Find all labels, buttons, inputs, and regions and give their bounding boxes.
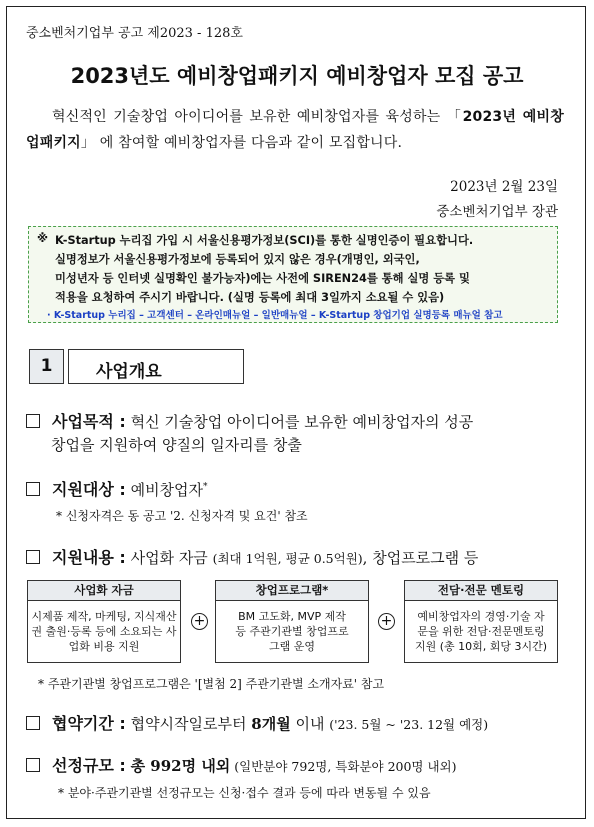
period-tail: 이내 <box>290 715 330 733</box>
checkbox-icon <box>26 716 40 730</box>
card-body-funding: 시제품 제작, 마케팅, 지식재산권 출원·등록 등에 소요되는 사업화 비용 지원 <box>27 601 181 663</box>
page-title: 2023년도 예비창업패키지 예비창업자 모집 공고 <box>70 64 524 88</box>
section-number: 1 <box>29 349 64 384</box>
intro-program-name: 2023년 예비창업패키지 <box>26 109 564 151</box>
notice-line-2: 실명정보가 서울신용평가정보에 등록되어 있지 않은 경우(개명인, 외국인, <box>55 253 420 266</box>
notice-line-4: 적용을 요청하여 주시기 바랍니다. (실명 등록에 최대 3일까지 소요될 수 있음) <box>55 291 445 304</box>
content-tail: , 창업프로그램 등 <box>362 549 479 567</box>
card-body-mentoring: 예비창업자의 경영·기술 자문을 위한 전담·전문멘토링 지원 (총 10회, 회당 3시간) <box>404 601 558 663</box>
card-body-program: BM 고도화, MVP 제작 등 주관기관별 창업프로그램 운영 <box>215 601 369 663</box>
period-text: 협약시작일로부터 <box>130 715 252 733</box>
notice-line-3: 미성년자 등 인터넷 실명확인 불가능자)에는 사전에 SIREN24를 통해 실명 등록 및 <box>55 272 470 285</box>
plus-icon: + <box>378 613 395 630</box>
period-months: 8개월 <box>251 715 291 733</box>
checkbox-icon <box>26 414 40 428</box>
card-title-program: 창업프로그램* <box>215 580 369 601</box>
item-purpose <box>26 409 473 432</box>
scale-note: * 분야·주관기관별 선정규모는 신청·접수 결과 등에 따라 변동될 수 있음 <box>58 786 431 800</box>
notice-box <box>28 226 558 323</box>
card-title-funding: 사업화 자금 <box>27 580 181 601</box>
note-mark: ※ <box>37 232 48 245</box>
notice-date: 2023년 2월 23일 <box>450 179 558 195</box>
purpose-text-2: 창업을 지원하여 양질의 일자리를 창출 <box>51 436 302 454</box>
scale-total: 총 992명 내외 <box>130 757 231 775</box>
content-text: 사업화 자금 <box>130 549 213 567</box>
purpose-text-1: 혁신 기술창업 아이디어를 보유한 예비창업자의 성공 <box>130 413 474 431</box>
intro-text-1: 혁신적인 기술창업 아이디어를 보유한 예비창업자를 육성하는 「 <box>52 109 463 125</box>
intro-text-2: 」 에 참여할 예비창업자를 다음과 같이 모집합니다. <box>80 135 403 151</box>
issuer: 중소벤처기업부 장관 <box>436 204 558 220</box>
notice-number: 중소벤처기업부 공고 제2023 - 128호 <box>26 26 243 41</box>
target-text: 예비창업자 <box>130 481 204 499</box>
item-content <box>26 545 478 568</box>
scale-label: 선정규모 : <box>52 756 126 775</box>
section-title: 사업개요 <box>96 362 162 382</box>
target-note: * 신청자격은 동 공고 '2. 신청자격 및 요건' 참조 <box>56 509 308 523</box>
plus-icon: + <box>191 613 208 630</box>
item-period <box>26 711 488 734</box>
checkbox-icon <box>26 550 40 564</box>
program-note: * 주관기관별 창업프로그램은 '[별첨 2] 주관기관별 소개자료' 참고 <box>38 677 385 691</box>
target-label: 지원대상 : <box>52 480 126 499</box>
period-schedule: ('23. 5월 ~ '23. 12월 예정) <box>329 717 489 732</box>
content-label: 지원내용 : <box>52 548 126 567</box>
purpose-label: 사업목적 : <box>52 412 126 431</box>
checkbox-icon <box>26 482 40 496</box>
card-title-mentoring: 전담·전문 멘토링 <box>404 580 558 601</box>
item-target <box>26 477 208 500</box>
scale-breakdown: (일반분야 792명, 특화분야 200명 내외) <box>230 759 457 774</box>
item-scale <box>26 753 457 776</box>
intro-paragraph <box>26 104 564 156</box>
period-label: 협약기간 : <box>52 714 126 733</box>
notice-line-1: K-Startup 누리집 가입 시 서울신용평가정보(SCI)를 통한 실명인증이 필요합니다. <box>55 234 474 247</box>
content-funding-range: (최대 1억원, 평균 0.5억원) <box>212 551 363 566</box>
checkbox-icon <box>26 758 40 772</box>
manual-link-path[interactable]: · K-Startup 누리집 – 고객센터 – 온라인매뉴얼 – 일반매뉴얼 – K-Startup 창업기업 실명등록 매뉴얼 참고 <box>47 310 503 321</box>
target-footnote-mark: * <box>203 482 208 492</box>
